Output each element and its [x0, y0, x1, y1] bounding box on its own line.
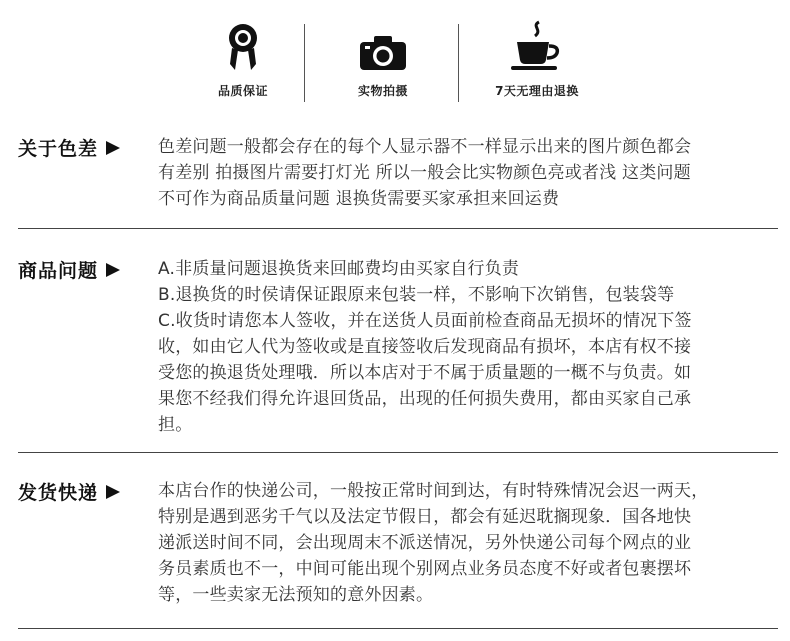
text-line: 受您的换退货处理哦．所以本店对于不属于质量题的一概不与负责。如 — [158, 363, 692, 383]
coffee-cup-icon — [509, 20, 565, 72]
section-title-text: 发货快递 — [18, 482, 99, 504]
award-ribbon-icon — [226, 22, 260, 72]
service-badges — [0, 0, 790, 110]
text-line: 特别是遇到恶劣千气以及法定节假日，都会有延迟耽搁现象．国各地快 — [158, 507, 692, 527]
badge-label: 7天无理由退换 — [495, 84, 579, 98]
badge-label: 品质保证 — [217, 84, 268, 98]
section-title — [18, 478, 120, 505]
text-line: 果您不经我们得允许退回货品，出现的任何损失费用，都由买家自己承 — [158, 389, 692, 409]
text-line: 收，如由它人代为签收或是直接签收后发现商品有损坏，本店有权不接 — [158, 337, 692, 357]
arrow-right-icon — [106, 263, 120, 277]
text-line: 本店台作的快递公司，一般按正常时间到达，有时特殊情况会迟一两天， — [158, 481, 709, 501]
text-line: C.收货时请您本人签收，并在送货人员面前检查商品无损坏的情况下签 — [158, 311, 692, 331]
section-title-text: 商品问题 — [18, 260, 99, 282]
section-title — [18, 134, 120, 161]
camera-icon — [358, 34, 408, 72]
section-body — [158, 256, 783, 438]
section-title — [18, 256, 120, 283]
arrow-right-icon — [106, 485, 120, 499]
divider — [304, 24, 305, 102]
text-line: B.退换货的时侯请保证跟原来包装一样，不影响下次销售，包装袋等 — [158, 285, 675, 305]
text-line: 担。 — [158, 415, 193, 435]
text-line: 有差别 拍摄图片需要打灯光 所以一般会比实物颜色亮或者浅 这类问题 — [158, 163, 691, 183]
text-line: 色差问题一般都会存在的每个人显示器不一样显示出来的图片颜色都会 — [158, 137, 692, 157]
badge-quality — [188, 20, 298, 99]
divider — [18, 628, 778, 629]
badge-return — [482, 20, 592, 99]
section-title-text: 关于色差 — [18, 138, 99, 160]
divider — [18, 452, 778, 453]
arrow-right-icon — [106, 141, 120, 155]
text-line: A.非质量问题退换货来回邮费均由买家自行负责 — [158, 259, 520, 279]
divider — [18, 228, 778, 229]
text-line: 递派送时间不同，会出现周末不派送情况，另外快递公司每个网点的业 — [158, 533, 692, 553]
section-body — [158, 134, 783, 212]
section-body — [158, 478, 783, 608]
divider — [458, 24, 459, 102]
text-line: 不可作为商品质量问题 退换货需要买家承担来回运费 — [158, 189, 560, 209]
badge-label: 实物拍摄 — [357, 84, 408, 98]
text-line: 务员素质也不一，中间可能出现个别网点业务员态度不好或者包裹摆坏 — [158, 559, 692, 579]
badge-real-photo — [328, 20, 438, 99]
text-line: 等，一些卖家无法预知的意外因素。 — [158, 585, 434, 605]
